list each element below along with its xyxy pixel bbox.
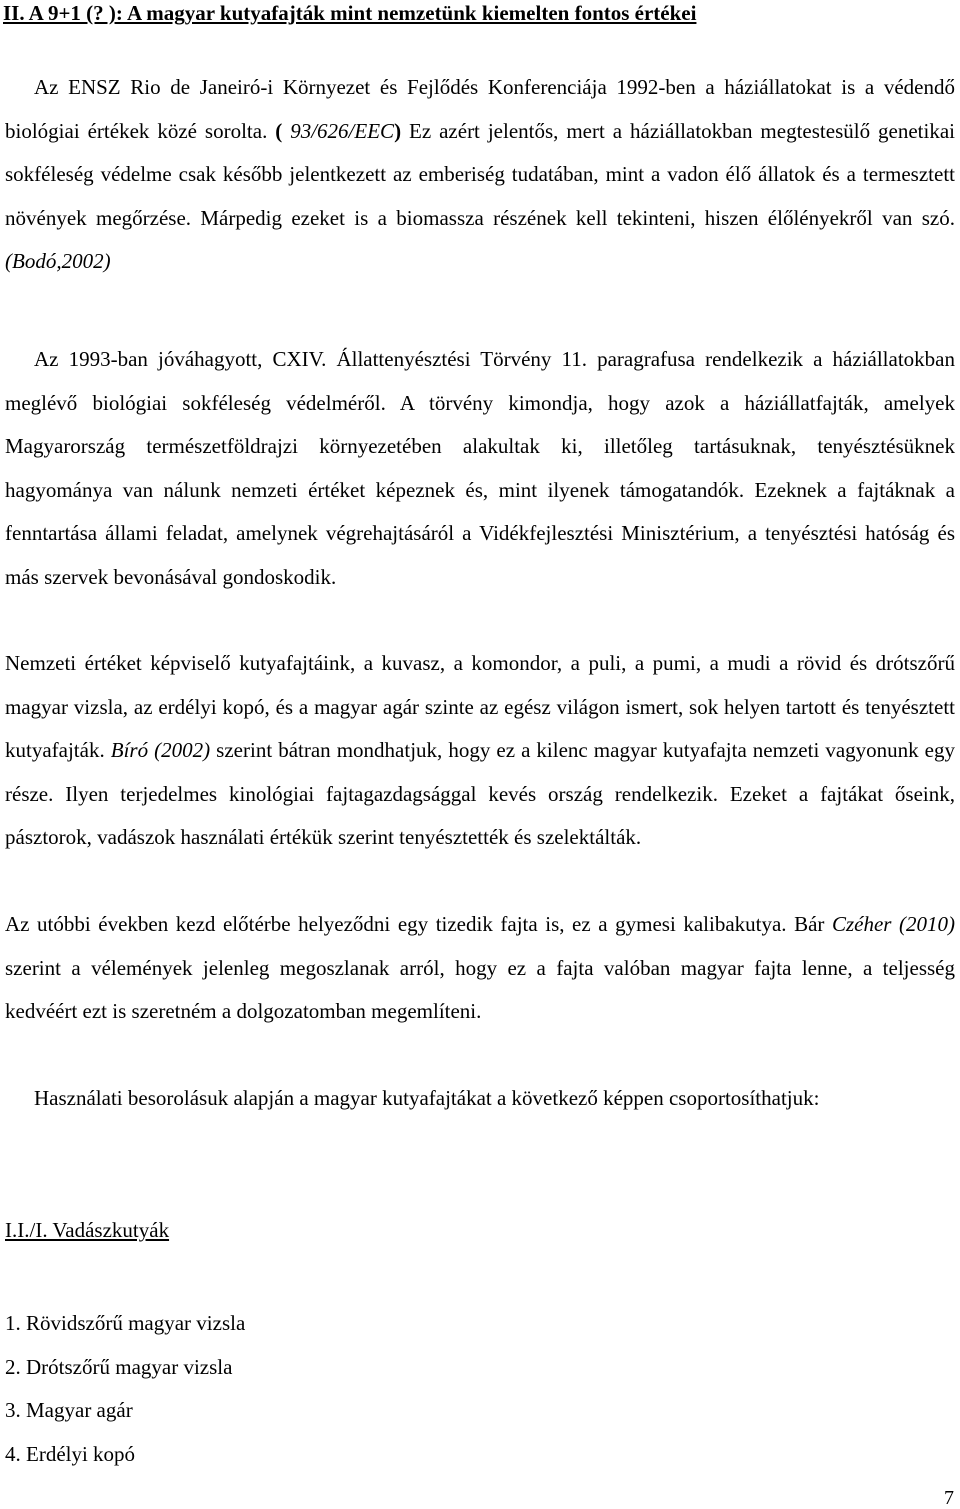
breed-list (5, 1302, 245, 1476)
paragraph-tenth-breed (5, 903, 955, 1034)
paragraph-classification: Használati besorolásuk alapján a magyar kutyafajtákat a következő képpen csoportosíthatjuk: (34, 1086, 820, 1110)
page-number: 7 (944, 1487, 954, 1509)
paragraph-text: szerint a vélemények jelenleg megoszlanak arról, hogy ez a fajta valóban magyar fajta lenne, a teljesség kedvéért ezt is szeretném a dolgozatomban megemlíteni. (5, 955, 955, 1023)
paragraph-law: Az 1993-ban jóváhagyott, CXIV. Állattenyésztési Törvény 11. paragrafusa rendelkezik a háziállatokban meglévő biológiai sokféleség védelméről. A törvény kimondja, hogy azok a háziállatfajták, amelyek Magyarország természetföldrajzi környezetében alakultak ki, illetőleg tartásuknak, tenyésztésüknek hagyománya van nálunk nemzeti értéket képeznek és, mint ilyenek támogatandók. Ezeknek a fajtáknak a fenntartása állami feladat, amelynek végrehajtásáról a Vidékfejlesztési Minisztérium, a tenyésztési hatóság és más szervek bevonásával gondoskodik. (5, 347, 955, 589)
list-item: 1. Rövidszőrű magyar vizsla (5, 1311, 246, 1335)
citation: (Bodó,2002) (5, 249, 111, 273)
list-item: 2. Drótszőrű magyar vizsla (5, 1354, 233, 1379)
paren-open: ( (275, 118, 283, 143)
paragraph-text: Nemzeti értéket képviselő kutyafajtáink, a kuvasz, a komondor, a puli, a pumi, a mudi a rövid és drótszőrű magyar vizsla, az erdélyi kopó, és a magyar agár szinte az egész világon ismert, sok helyen tartott és tenyésztett kutyafajták. (5, 651, 955, 762)
citation: Bíró (2002) (110, 738, 211, 762)
paragraph-text: szerint bátran mondhatjuk, hogy ez a kilenc magyar kutyafajta nemzeti vagyonunk egy része. Ilyen terjedelmes kinológiai fajtagazdagsággal kevés ország rendelkezik. Ezeket a fajtákat őseink, pásztorok, vadászok használati értékük szerint tenyésztették és szelektálták. (5, 738, 956, 849)
paragraph-text: Az ENSZ Rio de Janeiró-i Környezet és Fejlődés Konferenciája 1992-ben a háziállatokat is a védendő biológiai értékek közé sorolta. (5, 75, 955, 143)
paragraph-dog-breeds (5, 642, 955, 860)
list-item: 3. Magyar agár (5, 1398, 133, 1422)
paren-close: ) (394, 118, 402, 143)
section-heading: II. A 9+1 (? ): A magyar kutyafajták mint nemzetünk kiemelten fontos értékei (3, 1, 697, 25)
paragraph-text: Az utóbbi években kezd előtérbe helyeződni egy tizedik fajta is, ez a gymesi kalibakutya. Bár (5, 912, 832, 936)
subheading-hunting-dogs: I.I./I. Vadászkutyák (5, 1218, 170, 1242)
paragraph-text: Ez azért jelentős, mert a háziállatokban megtestesülő genetikai sokféleség védelme csak később jelentkezett az emberiség tudatában, mint a vadon élő állatok és a termesztett növények megőrzése. Márpedig ezeket is a biomassza részének kell tekinteni, hiszen élőlényekről van szó. (5, 118, 955, 230)
citation: Czéher (2010) (831, 912, 955, 936)
regulation-reference: 93/626/EEC (282, 118, 395, 143)
paragraph-biodiversity (5, 66, 955, 284)
list-item: 4. Erdélyi kopó (5, 1441, 136, 1466)
